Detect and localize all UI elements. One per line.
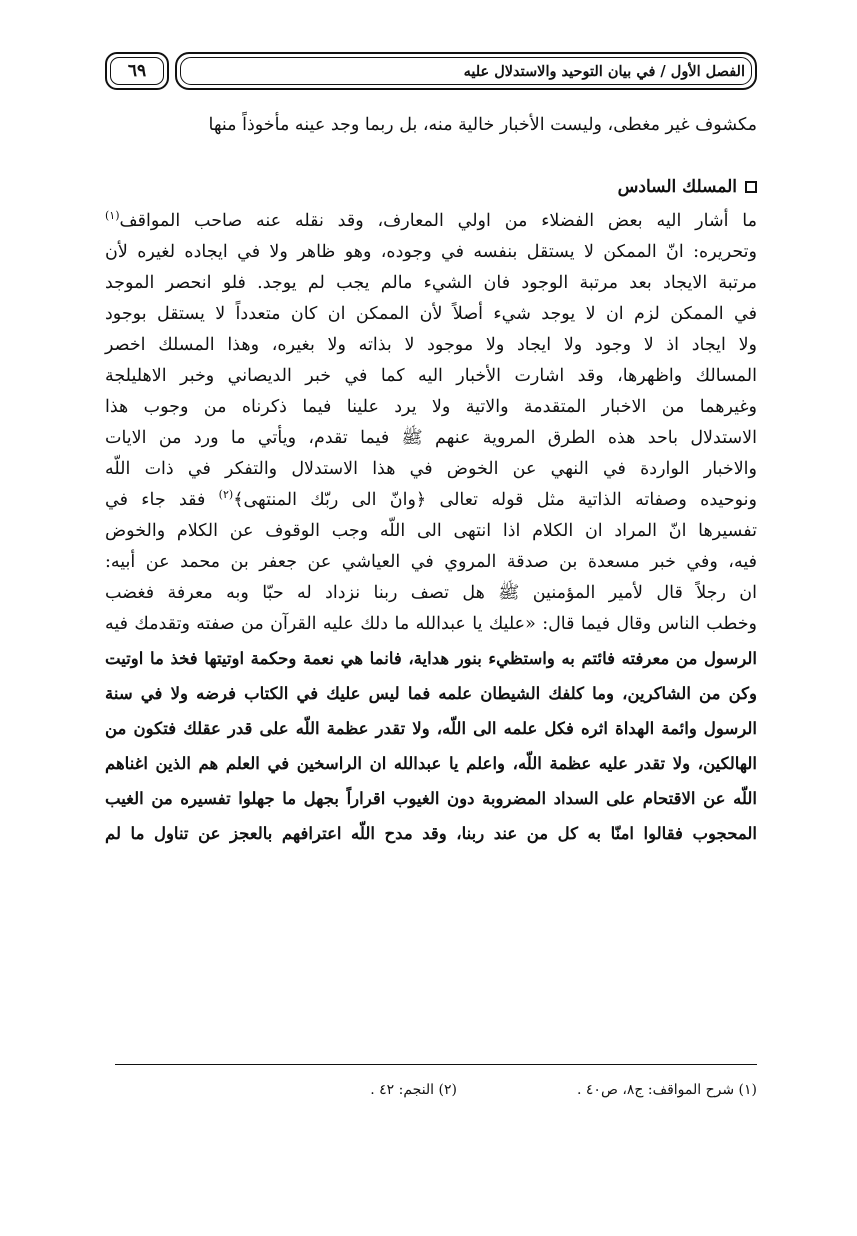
footnote: (١) شرح المواقف: ج٨، ص٤٠ . bbox=[576, 1082, 757, 1098]
body-line: وخطب الناس وقال فيما قال: «عليك يا عبدالله ما دلك عليه القرآن من صفته وتقدمك فيه bbox=[105, 614, 757, 634]
body-line: مرتبة الايجاد بعد مرتبة الوجود فان الشيء مالم يجب لم يوجد. فلو انحصر الموجد bbox=[105, 273, 757, 293]
body-line: في الممكن لزم ان لا يوجد شيء أصلاً لأن الممكن ان كان متعدداً لا يستقل بوجود bbox=[105, 304, 757, 324]
body-line: المسالك واظهرها، وقد اشارت الأخبار اليه كما في خبر الديصاني وخبر الاهليلجة bbox=[105, 366, 757, 386]
running-title-box bbox=[175, 52, 757, 90]
footnote-marker: (١) bbox=[105, 209, 120, 223]
running-header bbox=[105, 48, 757, 94]
page-number: ٦٩ bbox=[127, 61, 147, 81]
bold-quote-line: الرسول من معرفته فائتم به واستظيء بنور هداية، فانما هي نعمة وحكمة اوتيتها فخذ ما اوتيت bbox=[105, 649, 757, 668]
bold-quote-line: الهالكين، ولا تقدر عليه عظمة اللّه، واعلم يا عبدالله ان الراسخين في العلم هم الذين اغناهم bbox=[105, 754, 757, 773]
body-line: وتحريره: انّ الممكن لا يستقل بنفسه في وجوده، وهو ظاهر ولا في ايجاده لغيره لأن bbox=[105, 242, 757, 262]
body-line: وغيرهما من الاخبار المتقدمة والاتية ولا يرد علينا فيما ذكرناه من وجوب هذا bbox=[105, 397, 757, 417]
footnote-marker: (٢) bbox=[218, 488, 234, 502]
body-line-tail: فقد جاء في bbox=[105, 490, 206, 510]
bold-quote-line: المحجوب فقالوا امنّا به كل من عند ربنا، وقد مدح اللّه اعترافهم بالعجز عن تناول ما لم bbox=[105, 824, 757, 843]
body-line: الاستدلال باحد هذه الطرق المروية عنهم ﷺ فيما تقدم، ويأتي ما ورد من الايات bbox=[105, 428, 757, 448]
bold-quote-line: وكن من الشاكرين، وما كلفك الشيطان علمه فما ليس عليك في الكتاب فرضه ولا في سنة bbox=[105, 684, 757, 703]
section-title: المسلك السادس bbox=[617, 177, 737, 197]
page-number-box bbox=[105, 52, 169, 90]
body-line-text: ما أشار اليه بعض الفضلاء من اولي المعارف، وقد نقله عنه صاحب المواقف bbox=[119, 211, 757, 231]
body-line: مكشوف غير مغطى، وليست الأخبار خالية منه، بل ربما وجد عينه مأخوذاً منها bbox=[208, 115, 757, 135]
body-line: تفسيرها انّ المراد ان الكلام اذا انتهى الى اللّه وجب الوقوف عن الكلام والخوض bbox=[105, 521, 757, 541]
body-line: ولا ايجاد اذ لا وجود ولا ايجاد ولا موجود لا بذاته ولا بغيره، وهذا المسلك اخصر bbox=[105, 335, 757, 355]
body-line bbox=[105, 206, 757, 236]
body-line bbox=[105, 485, 757, 515]
body-line-text: ونوحيده وصفاته الذاتية مثل قوله تعالى ﴿وانّ الى ربّك المنتهى﴾ bbox=[233, 490, 757, 510]
section-heading bbox=[618, 172, 757, 202]
running-title: الفصل الأول / في بيان التوحيد والاستدلال عليه bbox=[463, 62, 745, 80]
bold-quote-line: اللّه عن الاقتحام على السداد المضروبة دون الغيوب اقراراً بجهل ما جهلوا تفسيره من الغيب bbox=[105, 789, 757, 808]
footnote-divider bbox=[115, 1064, 757, 1065]
bold-quote-line: الرسول وائمة الهداة اثره فكل علمه الى اللّه، ولا تقدر عظمة اللّه على قدر عقلك فتكون من bbox=[105, 719, 757, 738]
footnote: (٢) النجم: ٤٢ . bbox=[370, 1082, 457, 1098]
book-page bbox=[105, 48, 757, 1198]
body-line: فيه، وفي خبر مسعدة بن صدقة المروي في العياشي عن جعفر بن محمد عن أبيه: bbox=[105, 552, 757, 572]
square-bullet-icon bbox=[745, 181, 757, 193]
body-line: والاخبار الواردة في النهي عن الخوض في هذا الاستدلال والتفكر في ذات اللّه bbox=[105, 459, 757, 479]
body-line: ان رجلاً قال لأمير المؤمنين ﷺ هل تصف ربنا نزداد له حبّا وبه معرفة فغضب bbox=[105, 583, 757, 603]
